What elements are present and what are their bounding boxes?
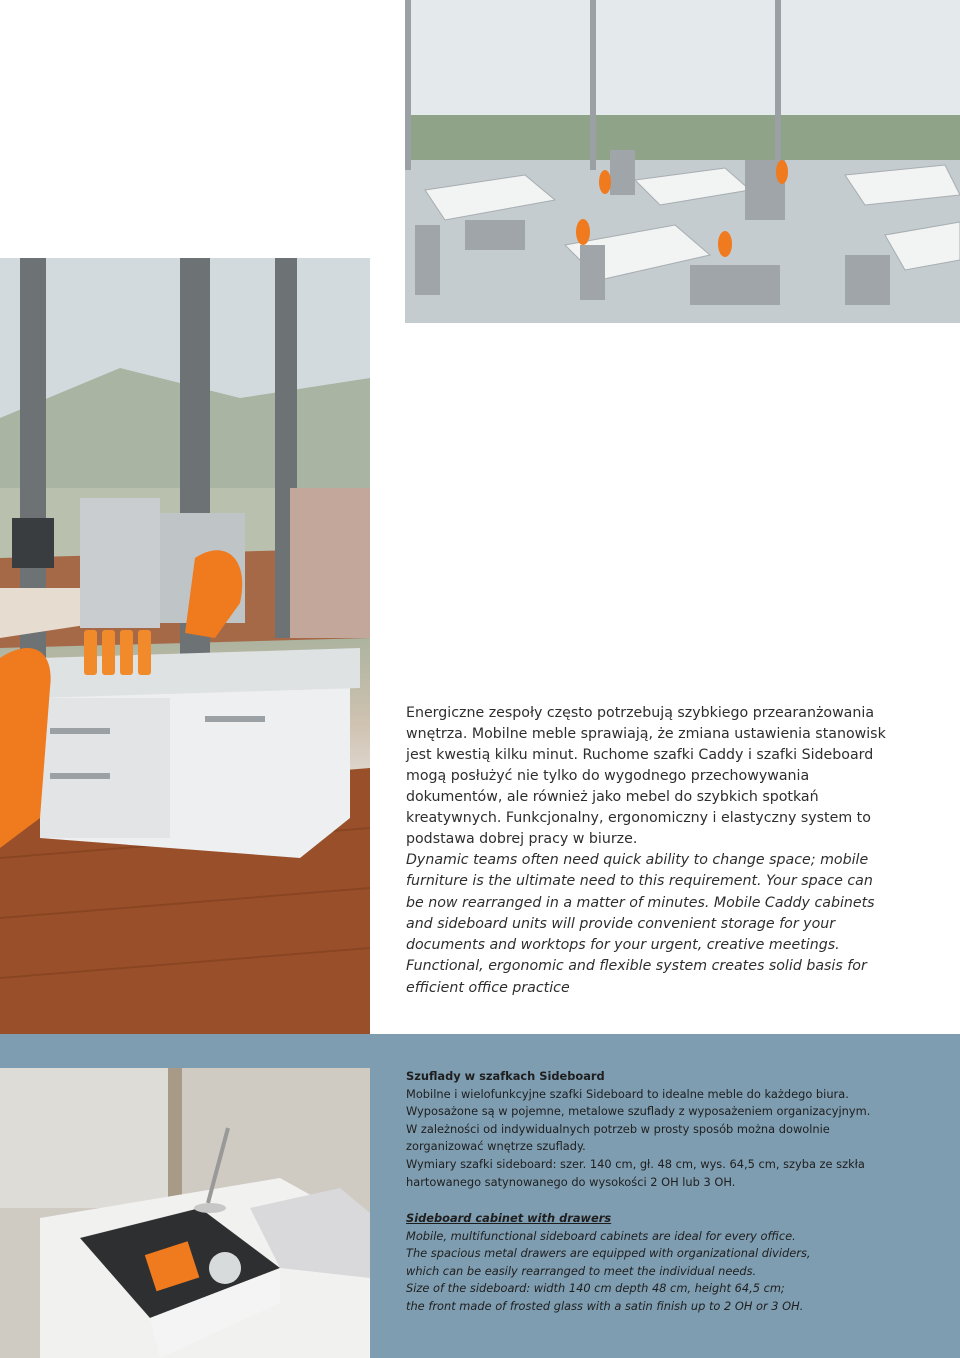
sideboard-window-photo <box>0 258 370 1034</box>
sideboard-section-polish <box>406 1068 876 1191</box>
drawer-photo <box>0 1068 370 1358</box>
office-layout-photo <box>405 0 960 323</box>
sideboard-pl-line: W zależności od indywidualnych potrzeb w prosty sposób można dowolnie <box>406 1121 830 1136</box>
intro-text-english: Dynamic teams often need quick ability to change space; mobile furniture is the ultimate need to this requirement. Your space can be now rearranged in a matter of minutes. Mobile Caddy cabinets and sideboard units will provide convenient storage for your documents and worktops for your urgent, creative meetings. Functional, ergonomic and flexible system creates solid basis for efficient office practice <box>406 852 875 996</box>
intro-text-polish: Energiczne zespoły często potrzebują szybkiego przearanżowania wnętrza. Mobilne meble sprawiają, że zmiana ustawienia stanowisk jest kwestią kilku minut. Ruchome szafki Caddy i szafki Sideboard mogą posłużyć nie tylko do wygodnego przechowywania dokumentów, ale również jako mebel do szybkich spotkań kreatywnych. Funkcjonalny, ergonomiczny i elastyczny system to podstawa dobrej pracy w biurze. <box>406 705 886 847</box>
sideboard-pl-line: Wyposażone są w pojemne, metalowe szuflady z wyposażeniem organizacyjnym. <box>406 1104 871 1119</box>
sideboard-en-line: Size of the sideboard: width 140 cm depth 48 cm, height 64,5 cm; <box>406 1281 785 1296</box>
sideboard-pl-line: Wymiary szafki sideboard: szer. 140 cm, gł. 48 cm, wys. 64,5 cm, szyba ze szkła <box>406 1156 865 1171</box>
sideboard-pl-line: Mobilne i wielofunkcyjne szafki Sideboard to idealne meble do każdego biura. <box>406 1086 849 1101</box>
sideboard-section-english <box>406 1210 876 1316</box>
sideboard-en-line: which can be easily rearranged to meet the individual needs. <box>406 1263 757 1278</box>
sideboard-pl-line: zorganizować wnętrze szuflady. <box>406 1139 586 1154</box>
sideboard-title-polish: Szuflady w szafkach Sideboard <box>406 1069 605 1083</box>
sideboard-title-english: Sideboard cabinet with drawers <box>406 1211 612 1225</box>
sideboard-pl-line: hartowanego satynowanego do wysokości 2 OH lub 3 OH. <box>406 1174 736 1189</box>
sideboard-en-line: The spacious metal drawers are equipped with organizational dividers, <box>406 1246 811 1261</box>
sideboard-en-line: the front made of frosted glass with a satin finish up to 2 OH or 3 OH. <box>406 1298 804 1313</box>
sideboard-en-line: Mobile, multifunctional sideboard cabinets are ideal for every office. <box>406 1228 796 1243</box>
